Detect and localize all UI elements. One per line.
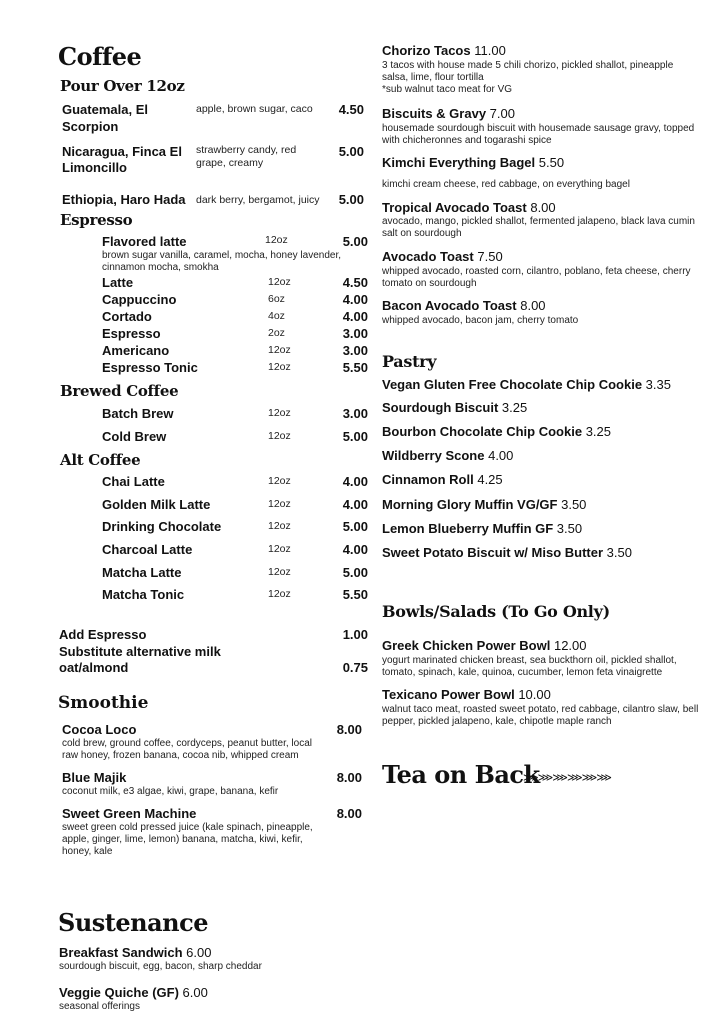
food-item-desc: salsa, lime, flour tortilla [382, 72, 484, 83]
pastry-item-name: Sweet Potato Biscuit w/ Miso Butter [382, 545, 604, 560]
smoothie-item-desc: coconut milk, e3 algae, kiwi, grape, banana, kefir [62, 786, 279, 797]
sustenance-title: Sustenance [58, 908, 208, 937]
pastry-item-price: 3.35 [645, 377, 671, 392]
pastry-item-price: 4.25 [477, 472, 503, 487]
menu-item-name: Espresso Tonic [102, 360, 198, 375]
flavored-latte-size: 12oz [265, 234, 288, 246]
food-item [382, 155, 564, 170]
pour-over-item-name: Limoncillo [62, 160, 127, 175]
menu-item-price: 5.00 [342, 519, 368, 534]
smoothie-item-desc: cold brew, ground coffee, cordyceps, peanut butter, local [62, 738, 312, 749]
pour-over-item-price: 4.50 [338, 102, 364, 117]
menu-item-size: 12oz [268, 498, 291, 510]
pastry-item [382, 424, 611, 439]
pour-over-heading: Pour Over 12oz [60, 77, 185, 95]
pastry-item-name: Bourbon Chocolate Chip Cookie [382, 424, 583, 439]
sustenance-item-name: Veggie Quiche (GF) [59, 985, 179, 1000]
pour-over-item-desc: apple, brown sugar, caco [196, 103, 313, 115]
food-item-name: Chorizo Tacos [382, 43, 471, 58]
pastry-item-price: 3.50 [556, 521, 583, 536]
menu-item-price: 3.00 [342, 343, 368, 358]
food-item-name: Biscuits & Gravy [382, 106, 487, 121]
bowl-item [382, 638, 587, 653]
sustenance-item-name: Breakfast Sandwich [59, 945, 183, 960]
bowl-item-desc: yogurt marinated chicken breast, sea buckthorn oil, pickled shallot, [382, 655, 677, 666]
bowl-item-desc: walnut taco meat, roasted sweet potato, red cabbage, cilantro slaw, bell [382, 704, 699, 715]
menu-item-name: Cappuccino [102, 292, 177, 307]
food-item-desc: avocado, mango, pickled shallot, fermented jalapeno, black lava cumin [382, 216, 695, 227]
menu-item-size: 4oz [268, 310, 285, 322]
smoothie-item-price: 8.00 [336, 770, 362, 785]
menu-item-size: 12oz [268, 543, 291, 555]
menu-item-name: Drinking Chocolate [102, 519, 222, 534]
pastry-item [382, 545, 632, 560]
menu-item-size: 12oz [268, 588, 291, 600]
pastry-item-name: Vegan Gluten Free Chocolate Chip Cookie [382, 377, 643, 392]
pour-over-item-desc: dark berry, bergamot, juicy [196, 194, 320, 206]
food-item-name: Tropical Avocado Toast [382, 200, 527, 215]
menu-item-price: 4.50 [342, 275, 368, 290]
food-item-price: 5.50 [538, 155, 565, 170]
espresso-heading: Espresso [60, 211, 133, 229]
smoothie-item-name: Sweet Green Machine [62, 806, 197, 821]
smoothie-title: Smoothie [58, 693, 149, 713]
pastry-item-price: 3.50 [606, 545, 632, 560]
menu-item-size: 12oz [268, 475, 291, 487]
menu-item-size: 12oz [268, 520, 291, 532]
pastry-item [382, 497, 586, 512]
food-item-desc: tomato on sourdough [382, 278, 477, 289]
bowl-item-name: Greek Chicken Power Bowl [382, 638, 551, 653]
menu-item-name: Americano [102, 343, 170, 358]
sustenance-item-desc: seasonal offerings [59, 1001, 140, 1012]
menu-item-size: 12oz [268, 276, 291, 288]
pastry-item-name: Wildberry Scone [382, 448, 485, 463]
food-item-name: Avocado Toast [382, 249, 474, 264]
sustenance-item [59, 945, 211, 960]
sustenance-item-price: 6.00 [186, 945, 212, 960]
menu-item-size: 2oz [268, 327, 285, 339]
menu-item-name: Matcha Tonic [102, 587, 185, 602]
pastry-item-price: 3.25 [585, 424, 611, 439]
menu-item-size: 12oz [268, 361, 291, 373]
menu-item-name: Espresso [102, 326, 161, 341]
smoothie-item-desc: apple, ginger, lime, lemon) banana, matcha, kiwi, kefir, [62, 834, 303, 845]
menu-item-name: Cortado [102, 309, 152, 324]
menu-item-price: 5.50 [342, 587, 368, 602]
menu-item-size: 12oz [268, 430, 291, 442]
food-item-price: 8.00 [520, 298, 546, 313]
pastry-item-price: 3.50 [561, 497, 587, 512]
pastry-item [382, 377, 671, 392]
bowl-item-desc: tomato, spinach, kale, quinoa, cucumber, lemon feta vinaigrette [382, 667, 663, 678]
food-item-desc: kimchi cream cheese, red cabbage, on everything bagel [382, 179, 630, 190]
food-item-price: 11.00 [474, 43, 506, 58]
add-espresso-label: Add Espresso [59, 627, 147, 642]
arrow-decoration-icon: ⋙⋙⋙⋙⋙⋙ [523, 771, 611, 784]
pastry-item [382, 400, 527, 415]
pastry-item-price: 4.00 [488, 448, 514, 463]
flavored-latte-name: Flavored latte [102, 234, 187, 249]
pour-over-item-name: Scorpion [62, 119, 119, 134]
bowls-heading: Bowls/Salads (To Go Only) [382, 602, 610, 621]
smoothie-item-price: 8.00 [336, 722, 362, 737]
food-item-desc: *sub walnut taco meat for VG [382, 84, 513, 95]
smoothie-item-name: Blue Majik [62, 770, 127, 785]
pour-over-item-desc: strawberry candy, red [196, 144, 297, 156]
menu-item-name: Charcoal Latte [102, 542, 193, 557]
pastry-item-name: Sourdough Biscuit [382, 400, 499, 415]
menu-item-name: Golden Milk Latte [102, 497, 211, 512]
smoothie-item-desc: honey, kale [62, 846, 113, 857]
menu-item-price: 5.00 [342, 429, 368, 444]
smoothie-item-desc: sweet green cold pressed juice (kale spinach, pineapple, [62, 822, 313, 833]
food-item [382, 200, 556, 215]
menu-item-price: 4.00 [342, 497, 368, 512]
menu-item-size: 12oz [268, 407, 291, 419]
menu-item-price: 3.00 [342, 406, 368, 421]
bowl-item-price: 10.00 [518, 687, 551, 702]
pour-over-item-name: Nicaragua, Finca El [62, 144, 182, 159]
brewed-coffee-heading: Brewed Coffee [60, 382, 179, 400]
bowl-item-name: Texicano Power Bowl [382, 687, 515, 702]
pour-over-item-name: Guatemala, El [62, 102, 148, 117]
pastry-item [382, 472, 503, 487]
food-item-price: 7.00 [489, 106, 515, 121]
menu-item-name: Chai Latte [102, 474, 165, 489]
bowl-item [382, 687, 551, 702]
menu-item-name: Latte [102, 275, 134, 290]
food-item-desc: 3 tacos with house made 5 chili chorizo, pickled shallot, pineapple [382, 60, 674, 71]
menu-item-size: 6oz [268, 293, 285, 305]
menu-item-name: Cold Brew [102, 429, 167, 444]
pastry-item-name: Lemon Blueberry Muffin GF [382, 521, 554, 536]
menu-item-name: Batch Brew [102, 406, 174, 421]
add-espresso-price: 1.00 [342, 627, 368, 642]
menu-item-price: 4.00 [342, 474, 368, 489]
flavored-latte-desc: cinnamon mocha, smokha [102, 262, 219, 273]
food-item [382, 298, 546, 313]
substitute-milk-label: oat/almond [59, 660, 129, 675]
food-item-desc: whipped avocado, bacon jam, cherry tomato [382, 315, 579, 326]
pour-over-item-price: 5.00 [338, 192, 364, 207]
smoothie-item-desc: raw honey, frozen banana, cocoa nib, whipped cream [62, 750, 299, 761]
sustenance-item-price: 6.00 [182, 985, 208, 1000]
sustenance-item-desc: sourdough biscuit, egg, bacon, sharp cheddar [59, 961, 262, 972]
food-item [382, 106, 515, 121]
bowl-item-price: 12.00 [553, 638, 587, 653]
menu-item-price: 5.00 [342, 565, 368, 580]
food-item-desc: housemade sourdough biscuit with housemade sausage gravy, topped [382, 123, 695, 134]
substitute-milk-price: 0.75 [342, 660, 368, 675]
pastry-item-price: 3.25 [501, 400, 528, 415]
pastry-item [382, 521, 582, 536]
pastry-item [382, 448, 513, 463]
sustenance-item [59, 985, 208, 1000]
smoothie-item-name: Cocoa Loco [62, 722, 137, 737]
alt-coffee-heading: Alt Coffee [60, 451, 141, 469]
menu-item-price: 5.50 [342, 360, 368, 375]
food-item-price: 8.00 [530, 200, 556, 215]
food-item-price: 7.50 [477, 249, 503, 264]
food-item [382, 43, 506, 58]
substitute-milk-label: Substitute alternative milk [59, 644, 221, 659]
flavored-latte-price: 5.00 [342, 234, 368, 249]
menu-item-price: 4.00 [342, 292, 368, 307]
tea-on-back-title: Tea on Back [382, 760, 540, 789]
food-item-name: Kimchi Everything Bagel [382, 155, 536, 170]
food-item-desc: salt on sourdough [382, 228, 462, 239]
food-item-desc: whipped avocado, roasted corn, cilantro, poblano, feta cheese, cherry [382, 266, 691, 277]
bowl-item-desc: pepper, pickled jalapeno, kale, chipotle maple ranch [382, 716, 612, 727]
food-item [382, 249, 503, 264]
food-item-desc: with chicheronnes and togarashi spice [382, 135, 552, 146]
menu-item-price: 4.00 [342, 309, 368, 324]
pour-over-item-desc: grape, creamy [196, 157, 264, 169]
pastry-heading: Pastry [382, 352, 437, 371]
menu-item-name: Matcha Latte [102, 565, 182, 580]
food-item-name: Bacon Avocado Toast [382, 298, 517, 313]
menu-item-price: 4.00 [342, 542, 368, 557]
smoothie-item-price: 8.00 [336, 806, 362, 821]
flavored-latte-desc: brown sugar vanilla, caramel, mocha, honey lavender, [102, 250, 342, 261]
menu-item-size: 12oz [268, 344, 291, 356]
menu-item-size: 12oz [268, 566, 291, 578]
pour-over-item-price: 5.00 [338, 144, 364, 159]
pour-over-item-name: Ethiopia, Haro Hada [62, 192, 186, 207]
pastry-item-name: Morning Glory Muffin VG/GF [382, 497, 558, 512]
pastry-item-name: Cinnamon Roll [382, 472, 474, 487]
menu-item-price: 3.00 [342, 326, 368, 341]
coffee-title: Coffee [58, 42, 142, 71]
